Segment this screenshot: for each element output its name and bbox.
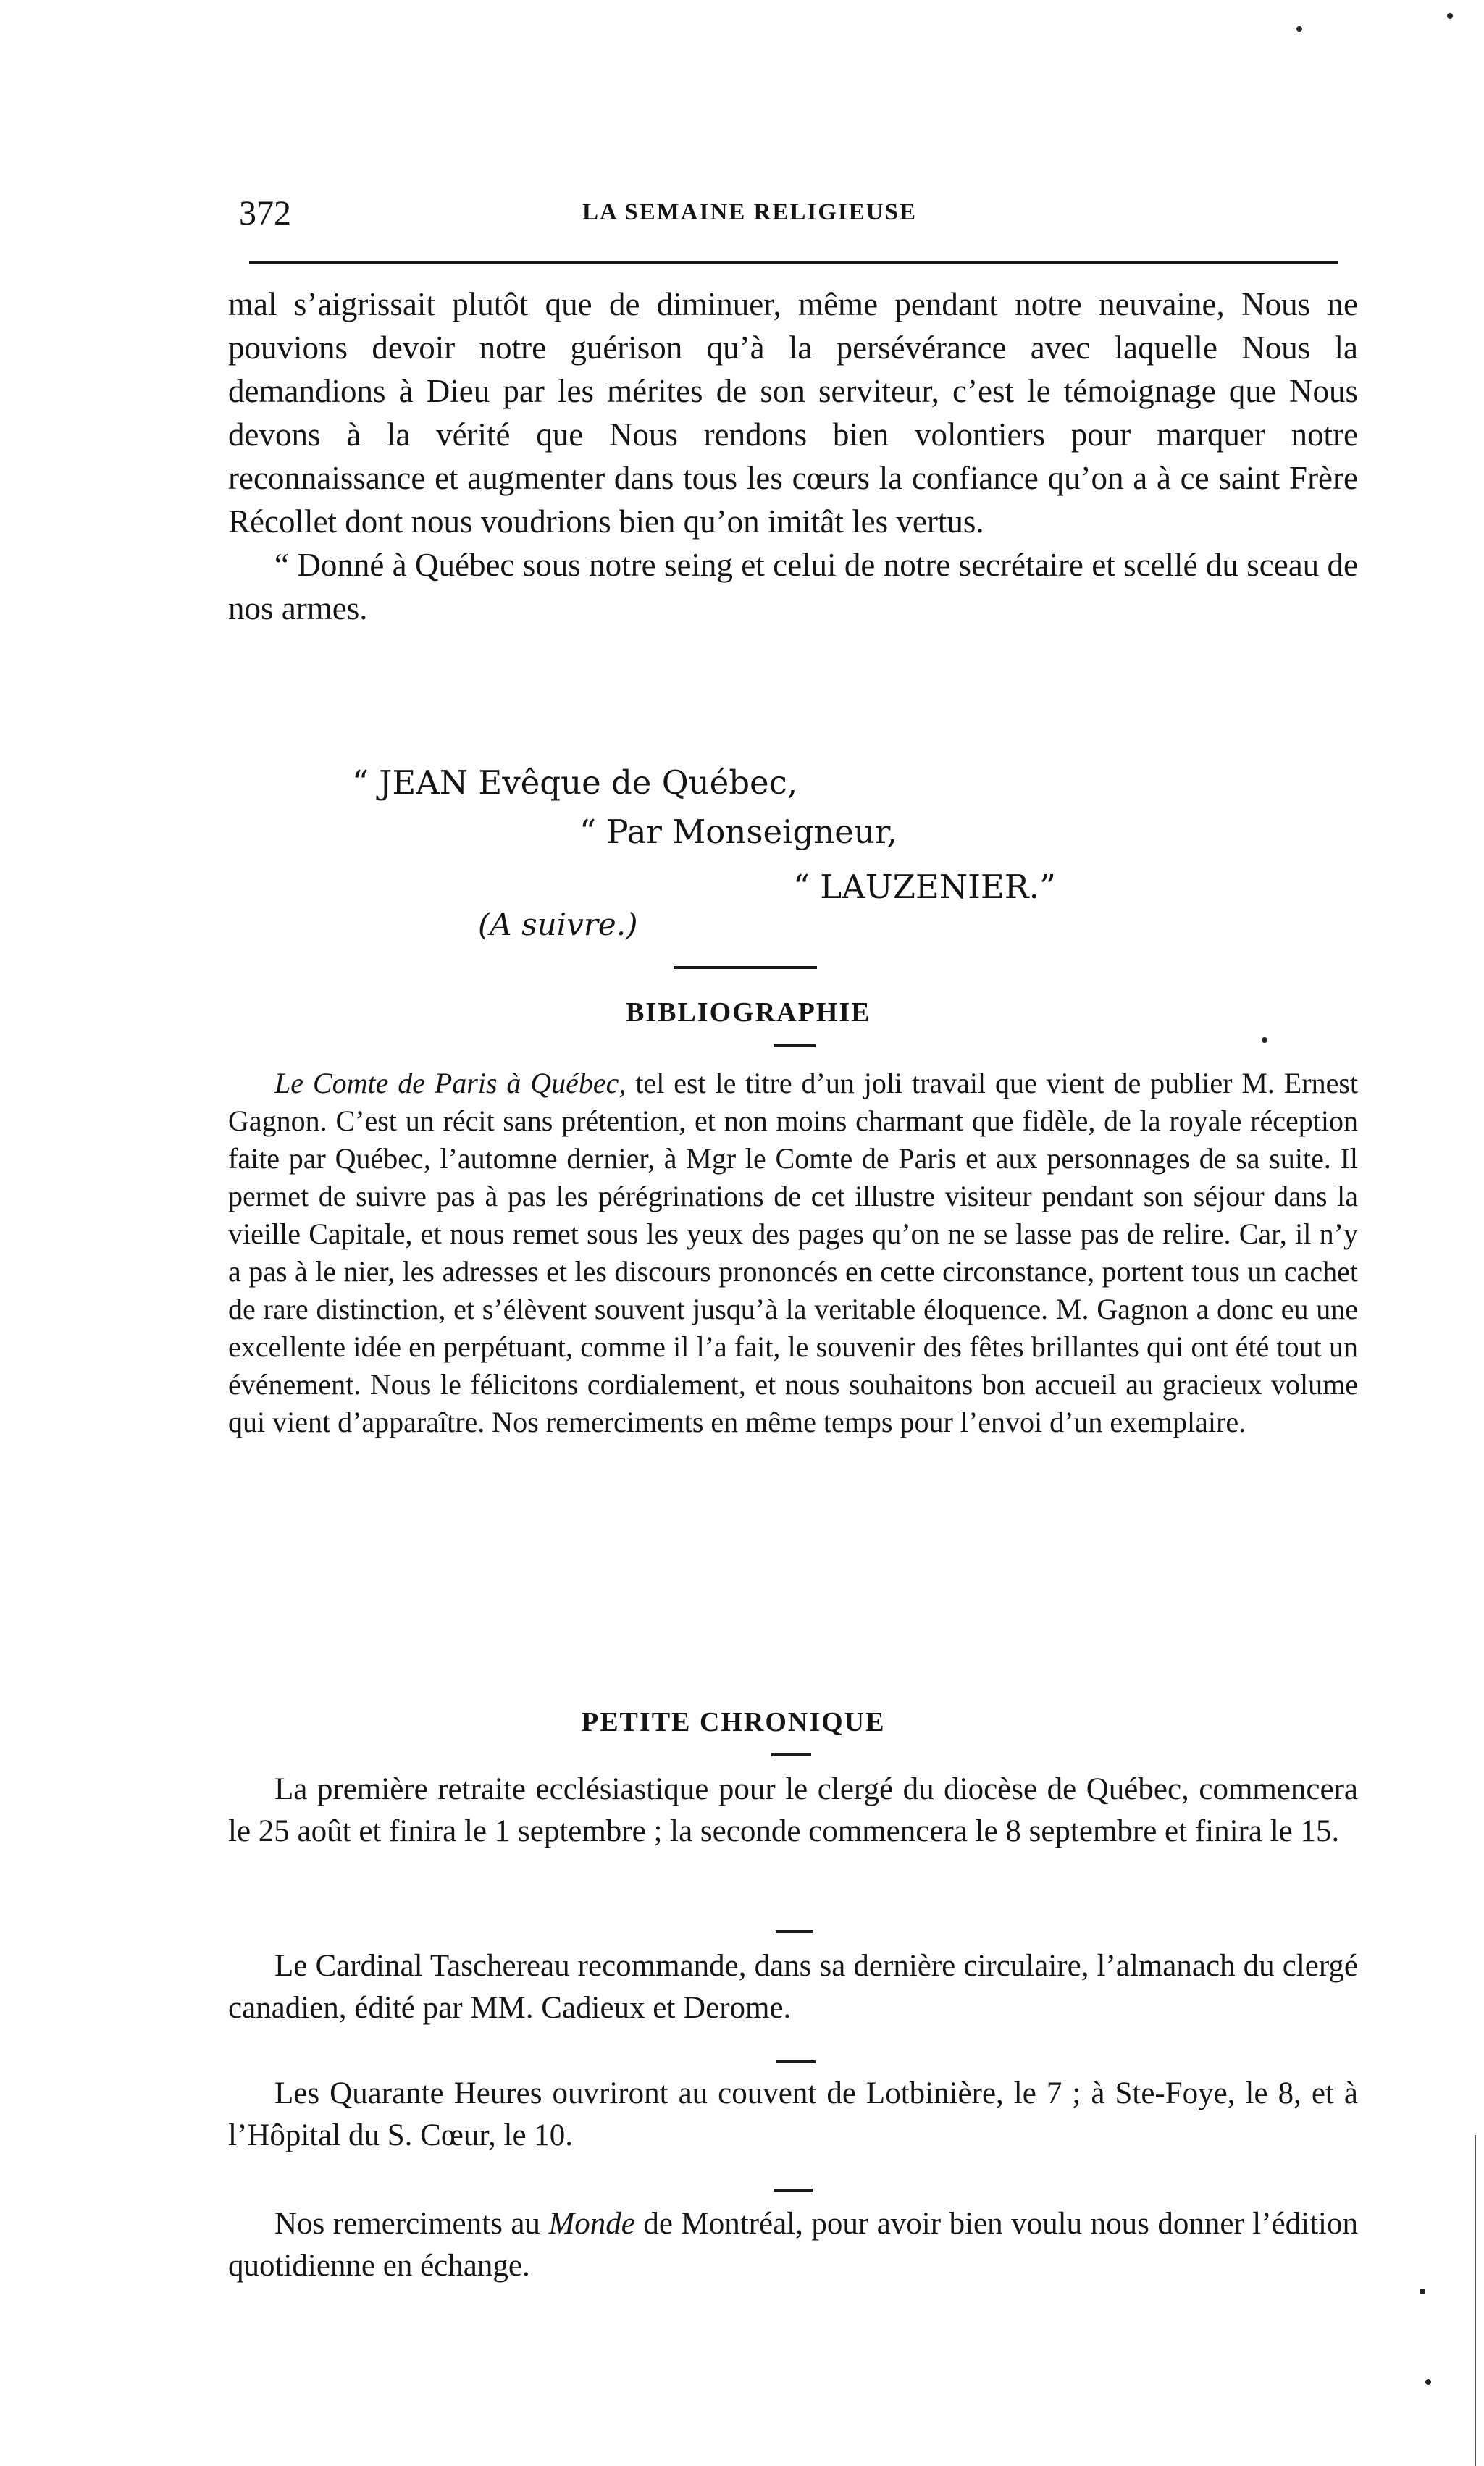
item-separator [774,2189,813,2192]
chronicle-item [228,2073,1358,2157]
chronicle-item [228,1945,1358,2029]
thanks-text-end: de Montréal, pour avoir bien voulu nous donner l’édition quotidienne en échange. [228,2207,1359,2283]
scan-speck [1262,1037,1267,1043]
book-title: Le Comte de Paris à Québec, [274,1067,626,1099]
scan-speck [1447,13,1453,19]
letter-paragraph: mal s’aigrissait plutôt que de diminuer, même pendant notre neuvaine, Nous ne pouvions devoir notre guérison qu’à la persévérance avec laquelle Nous la demandions à Dieu par les mérites de son serviteur, c’est le témoignage que Nous devons à la vérité que Nous rendons bien volontiers pour marquer notre reconnaissance et augmenter dans tous les cœurs la confiance qu’on a à ce saint Frère Récollet dont nous voudrions bien qu’on imitât les vertus. [228,286,1358,540]
letter-body [228,282,1358,630]
signature-monseigneur: “ Par Monseigneur, [579,813,897,851]
letter-closing-paragraph: “ Donné à Québec sous notre seing et celui de notre secrétaire et scellé du sceau de nos armes. [228,547,1358,626]
page-number: 372 [239,194,291,232]
chronicle-forty-hours: Les Quarante Heures ouvriront au couvent de Lotbinière, le 7 ; à Ste-Foye, le 8, et à l’Hôpital du S. Cœur, le 10. [228,2076,1358,2152]
bibliography-description: tel est le titre d’un joli travail que vient de publier M. Ernest Gagnon. C’est un récit sans prétention, et non moins charmant que fidèle, de la royale réception faite par Québec, l’automne dernier, à Mgr le Comte de Paris et aux personnages de sa suite. Il permet de suivre pas à pas les pérégrinations de cet illustre visiteur pendant son séjour dans la vieille Capitale, et nous remet sous les yeux des pages qu’on ne se lasse pas de relire. Car, il n’y a pas à le nier, les adresses et les discours prononcés en cette circonstance, portent tous un cachet de rare distinction, et s’élèvent souvent jusqu’à la veritable éloquence. M. Gagnon a donc eu une excellente idée en perpétuant, comme il l’a fait, le souvenir des fêtes brillantes qui ont été tout un événement. Nous le félicitons cordialement, et nous souhaitons bon accueil au gracieux volume qui vient d’apparaître. Nos remerciments en même temps pour l’envoi d’un exemplaire. [228,1067,1358,1438]
scan-speck [1420,2289,1425,2294]
item-separator [776,2060,816,2063]
heading-rule [771,1753,811,1756]
header-rule [249,261,1338,264]
scan-speck [1296,26,1302,32]
signature-secretary: “ LAUZENIER.” [793,868,1056,906]
item-separator [776,1930,813,1933]
thanks-text-start: Nos remerciments au [274,2207,549,2241]
chronicle-heading: PETITE CHRONIQUE [582,1707,886,1737]
signature-bishop: “ JEAN Evêque de Québec, [352,763,798,802]
bibliography-heading: BIBLIOGRAPHIE [626,997,871,1028]
running-head [217,192,1354,238]
chronicle-retreat: La première retraite ecclésiastique pour le clergé du diocèse de Québec, commencera le 25 août et finira le 1 septembre ; la seconde commencera le 8 septembre et finira le 15. [228,1772,1358,1848]
page-edge-shadow [1475,2135,1476,2466]
scan-speck [1425,2379,1431,2385]
continued-note: (A suivre.) [478,907,638,942]
chronicle-item [228,1769,1358,1853]
chronicle-almanac: Le Cardinal Taschereau recommande, dans sa dernière circulaire, l’almanach du clergé canadien, édité par MM. Cadieux et Derome. [228,1949,1358,2025]
chronicle-thanks [228,2203,1358,2287]
newspaper-title: Monde [548,2207,635,2241]
running-title: LA SEMAINE RELIGIEUSE [582,199,917,225]
section-separator [674,966,817,969]
bibliography-text [228,1065,1358,1441]
bibliography-paragraph [228,1065,1358,1441]
heading-rule [774,1044,816,1047]
chronicle-item [228,2203,1358,2287]
